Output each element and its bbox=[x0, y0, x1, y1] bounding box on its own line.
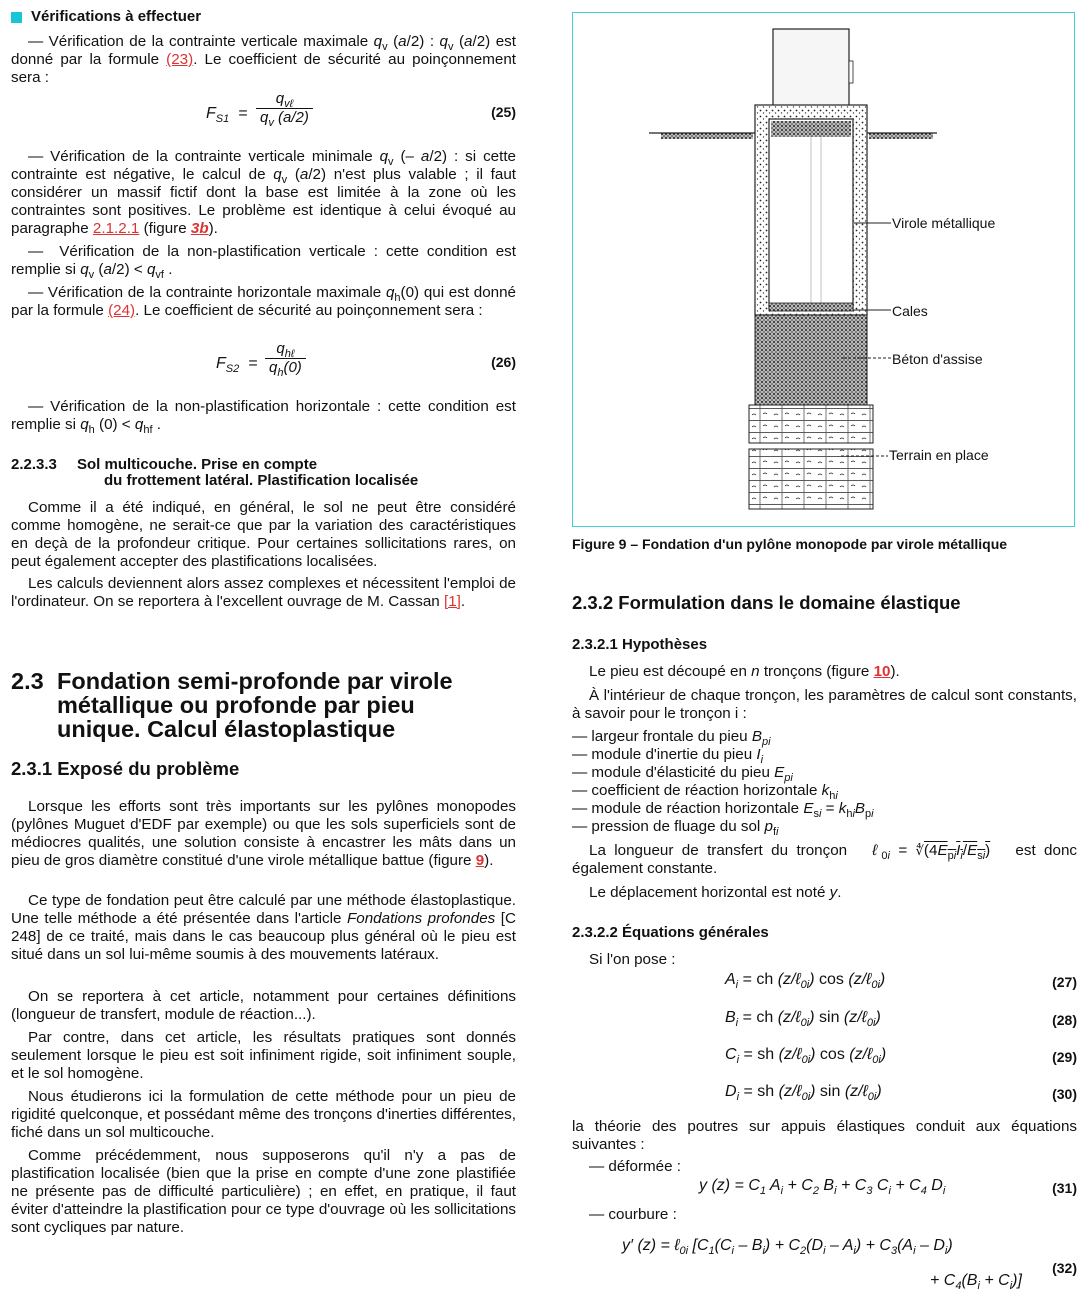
paragraph-multicouche-1: Comme il a été indiqué, en général, le sol ne peut être considéré comme homogène, ne serait-ce que par la variation des caractéristiques en deçà de la profondeur critique. Pour certaines sollicitations rares, on peut également accepter des plastifications localisées. bbox=[11, 499, 516, 570]
ref-2-1-2-1[interactable]: 2.1.2.1 bbox=[92, 220, 140, 237]
paragraph-expose-6: Comme précédemment, nous supposerons qu'il n'y a pas de plastification localisée (bien que la prise en compte d'une zone plastifiée ne présente pas de difficulté particulière) ; en effet, en pratique, il faut éviter d'atteindre la plastification pour ce type d'ouvrage où les sollicitations sont cycliques par nature. bbox=[11, 1147, 516, 1236]
paragraph-verif-1: — Vérification de la contrainte verticale maximale $q_v$ (a/2) : $q_v$ (a/2) est donné par la formule (23). Le coefficient de sécurité au poinçonnement sera : bbox=[11, 33, 517, 86]
label-deformee: — déformée : bbox=[589, 1158, 682, 1175]
verification-heading: Vérifications à effectuer bbox=[11, 8, 201, 26]
list-item: — module de réaction horizontale $E_{si} = k_{hi}B_{pi}$ bbox=[572, 800, 874, 821]
pile-foundation-diagram bbox=[573, 13, 1073, 525]
hypotheses-list bbox=[572, 728, 1077, 839]
label-virole: Virole métallique bbox=[892, 215, 996, 231]
equation-30: $D_i$ = sh (z/ℓ$_{0i}$) sin (z/ℓ$_{0i}$) (30) bbox=[725, 1083, 1077, 1104]
heading-2-3: 2.3 Fondation semi-profonde par virole métallique ou profonde par pieu unique. Calcul élastoplastique bbox=[11, 668, 453, 742]
equation-32-line-1: y′ (z) = ℓ$_{0i}$ [$C_1(C_i - B_i) + C_2(D_i - A_i) + C_3(A_i - D_i)$ bbox=[622, 1237, 953, 1258]
list-item: — module d'inertie du pieu $I_i$ bbox=[572, 746, 764, 767]
label-beton: Béton d'assise bbox=[892, 351, 983, 367]
label-courbure: — courbure : bbox=[589, 1206, 677, 1223]
bullet-square-icon bbox=[11, 12, 22, 23]
equation-25: $F_{S1}$ = $q_{v\ell}$ $q_v$ (a/2) (25) bbox=[206, 90, 516, 129]
list-item: — coefficient de réaction horizontale $k_{hi}$ bbox=[572, 782, 838, 803]
heading-2-3-2-2: 2.3.2.2 Équations générales bbox=[572, 924, 769, 941]
ref-figure-9[interactable]: 9 bbox=[475, 852, 485, 869]
paragraph-verif-4: — Vérification de la contrainte horizontale maximale $q_h(0)$ qui est donné par la formule (24). Le coefficient de sécurité au poinçonnement sera : bbox=[11, 284, 516, 319]
ref-24[interactable]: (24) bbox=[108, 302, 136, 319]
paragraph-hyp-4: Le déplacement horizontal est noté y. bbox=[589, 884, 842, 901]
equation-31: y $(z) = C_1$ $A_i + C_2$ $B_i + C_3$ $C_i + C_4$ $D_i$ (31) bbox=[699, 1177, 1077, 1198]
ref-figure-3b[interactable]: 3b bbox=[190, 220, 209, 237]
label-terrain: Terrain en place bbox=[889, 447, 989, 463]
paragraph-theorie: la théorie des poutres sur appuis élastiques conduit aux équations suivantes : bbox=[572, 1118, 1077, 1153]
paragraph-eq-intro: Si l'on pose : bbox=[589, 951, 676, 968]
figure-9-box bbox=[572, 12, 1075, 527]
figure-caption: Figure 9 – Fondation d'un pylône monopode par virole métallique bbox=[572, 536, 1008, 552]
equation-26: $F_{S2}$ = $q_{h\ell}$ $q_h(0)$ (26) bbox=[216, 340, 516, 379]
list-item: — largeur frontale du pieu $B_{pi}$ bbox=[572, 728, 771, 749]
heading-2-2-3-3: 2.2.3.3 Sol multicouche. Prise en compte du frottement latéral. Plastification localisée bbox=[11, 456, 419, 489]
list-item: — module d'élasticité du pieu $E_{pi}$ bbox=[572, 764, 793, 785]
equation-28: $B_i$ = ch (z/ℓ$_{0i}$) sin (z/ℓ$_{0i}$) (28) bbox=[725, 1009, 1077, 1030]
heading-2-3-2-1: 2.3.2.1 Hypothèses bbox=[572, 636, 708, 653]
ref-23[interactable]: (23) bbox=[166, 51, 194, 68]
equation-29: $C_i$ = sh (z/ℓ$_{0i}$) cos (z/ℓ$_{0i}$) (29) bbox=[725, 1046, 1077, 1067]
paragraph-multicouche-2: Les calculs deviennent alors assez complexes et nécessitent l'emploi de l'ordinateur. On se reportera à l'excellent ouvrage de M. Cassan [1]. bbox=[11, 575, 516, 610]
list-item: — pression de fluage du sol $p_{fi}$ bbox=[572, 818, 779, 839]
heading-2-3-2: 2.3.2 Formulation dans le domaine élastique bbox=[572, 592, 961, 613]
heading-2-3-1: 2.3.1 Exposé du problème bbox=[11, 758, 240, 779]
paragraph-expose-4: Par contre, dans cet article, les résultats pratiques sont donnés seulement lorsque le pieu est soit infiniment rigide, soit infiniment souple, et le sol homogène. bbox=[11, 1029, 516, 1082]
paragraph-verif-3: — Vérification de la non-plastification verticale : cette condition est remplie si $q_v$ $(a/2) < q_{vf}$ . bbox=[11, 243, 516, 282]
paragraph-verif-5: — Vérification de la non-plastification horizontale : cette condition est remplie si $q_h$ $(0) < q_{hf}$ . bbox=[11, 398, 516, 437]
paragraph-hyp-1: Le pieu est découpé en n tronçons (figure 10). bbox=[589, 663, 900, 680]
equation-32-line-2: + $C_4(B_i + C_i)$] bbox=[930, 1272, 1022, 1293]
ref-figure-10[interactable]: 10 bbox=[873, 663, 891, 680]
equation-32-label: (32) bbox=[1052, 1260, 1077, 1276]
paragraph-expose-1: Lorsque les efforts sont très importants sur les pylônes monopodes (pylônes Muguet d'EDF par exemple) ou que les sols superficiels sont de médiocres qualités, une solution consiste à encastrer les mâts dans un pieu de gros diamètre constitué d'une virole métallique battue (figure 9). bbox=[11, 798, 516, 869]
label-cales: Cales bbox=[892, 303, 928, 319]
paragraph-expose-5: Nous étudierons ici la formulation de cette méthode pour un pieu de rigidité quelconque, et possédant même des tronçons d'inerties différentes, fiché dans un sol multicouche. bbox=[11, 1088, 516, 1141]
paragraph-hyp-3: La longueur de transfert du tronçon ℓ$_{0i}$ = $∜(4E_{pi}I_i/E_{si})$ est donc également constante. bbox=[572, 842, 1077, 877]
paragraph-hyp-2: À l'intérieur de chaque tronçon, les paramètres de calcul sont constants, à savoir pour le tronçon i : bbox=[572, 687, 1077, 722]
paragraph-expose-3: On se reportera à cet article, notamment pour certaines définitions (longueur de transfert, module de réaction...). bbox=[11, 988, 516, 1023]
ref-1[interactable]: [1] bbox=[443, 593, 461, 610]
equation-27: $A_i$ = ch (z/ℓ$_{0i}$) cos (z/ℓ$_{0i}$) (27) bbox=[725, 971, 1077, 992]
paragraph-verif-2: — Vérification de la contrainte verticale minimale $q_v$ (– a/2) : si cette contrainte est négative, le calcul de $q_v$ (a/2) n'est plus valable ; il faut considérer un massif fictif dont la base est limitée à la zone où les contraintes sont positives. Le problème est identique à celui évoqué au paragraphe 2.1.2.1 (figure 3b). bbox=[11, 148, 516, 237]
paragraph-expose-2: Ce type de fondation peut être calculé par une méthode élastoplastique. Une telle méthode a été présentée dans l'article Fondations profondes [C 248] de ce traité, mais dans le cas beaucoup plus général où le pieu est situé dans un sol lui-même soumis à des mouvements latéraux. bbox=[11, 892, 516, 963]
